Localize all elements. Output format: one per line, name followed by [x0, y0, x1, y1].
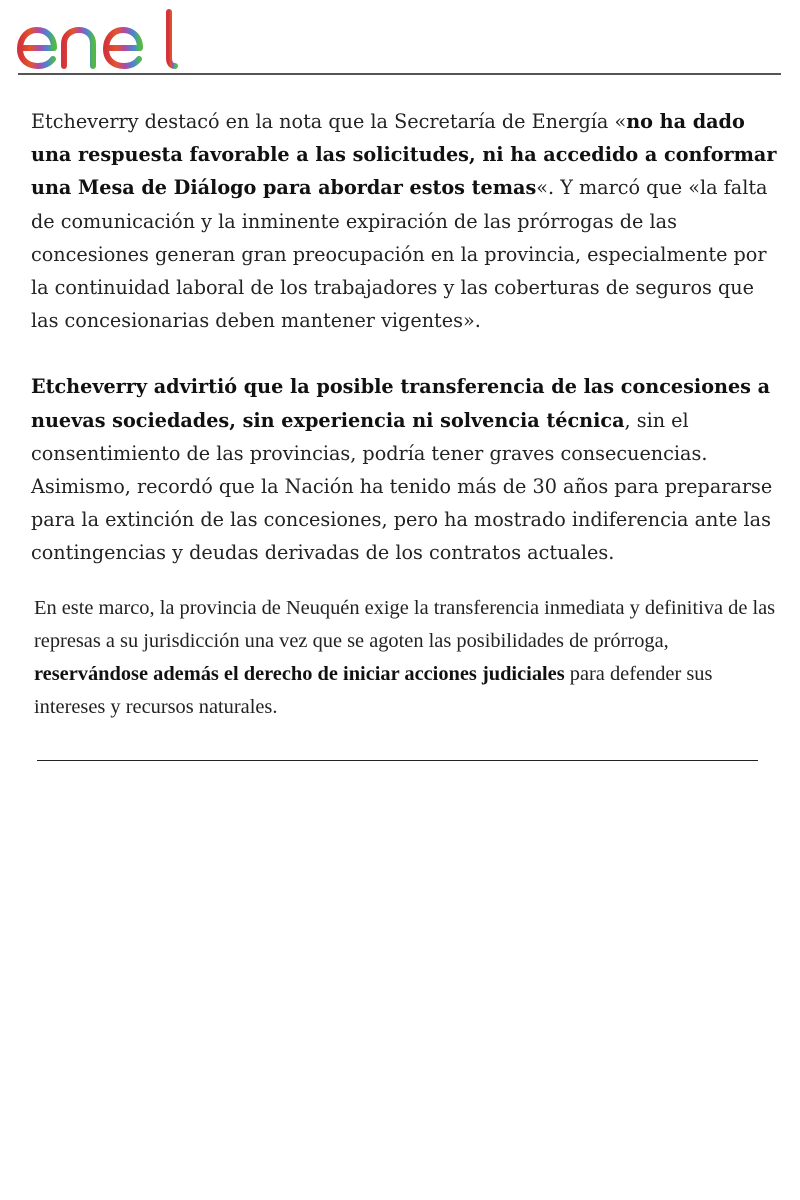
paragraph-1-text: Etcheverry destacó en la nota que la Secretaría de Energía «: [31, 110, 627, 133]
paragraph-1-text-continued: «. Y marcó que «la falta de comunicación y la inminente expiración de las prórrogas de las concesiones generan gran preocupación en la provincia, especialmente por la continuidad laboral de los trabajadores y las coberturas de seguros que las concesionarias deben mantener vigentes».: [31, 176, 768, 333]
paragraph-2: [31, 370, 779, 569]
article-end-divider: [37, 760, 758, 761]
paragraph-3-text: En este marco, la provincia de Neuquén exige la transferencia inmediata y definitiva de las represas a su jurisdicción una vez que se agoten las posibilidades de prórroga,: [34, 596, 776, 652]
enel-logo[interactable]: [16, 8, 178, 70]
paragraph-3-text-continued: para defender sus intereses y recursos naturales.: [34, 662, 713, 718]
paragraph-3-bold-text: reservándose además el derecho de iniciar acciones judiciales: [34, 662, 565, 685]
paragraph-1: [31, 105, 779, 337]
site-header: [0, 0, 800, 76]
article-body: [31, 105, 779, 724]
paragraph-3: [31, 592, 779, 724]
paragraph-2-text: , sin el consentimiento de las provincias, podría tener graves consecuencias. Asimismo, recordó que la Nación ha tenido más de 30 años para prepararse para la extinción de las concesiones, pero ha mostrado indiferencia ante las contingencias y deudas derivadas de los contratos actuales.: [31, 408, 773, 565]
header-divider: [18, 73, 781, 75]
paragraph-2-bold-text: Etcheverry advirtió que la posible transferencia de las concesiones a nuevas sociedades, sin experiencia ni solvencia técnica: [31, 375, 771, 432]
paragraph-1-bold-text: no ha dado una respuesta favorable a las solicitudes, ni ha accedido a conformar una Mesa de Diálogo para abordar estos temas: [31, 110, 777, 200]
